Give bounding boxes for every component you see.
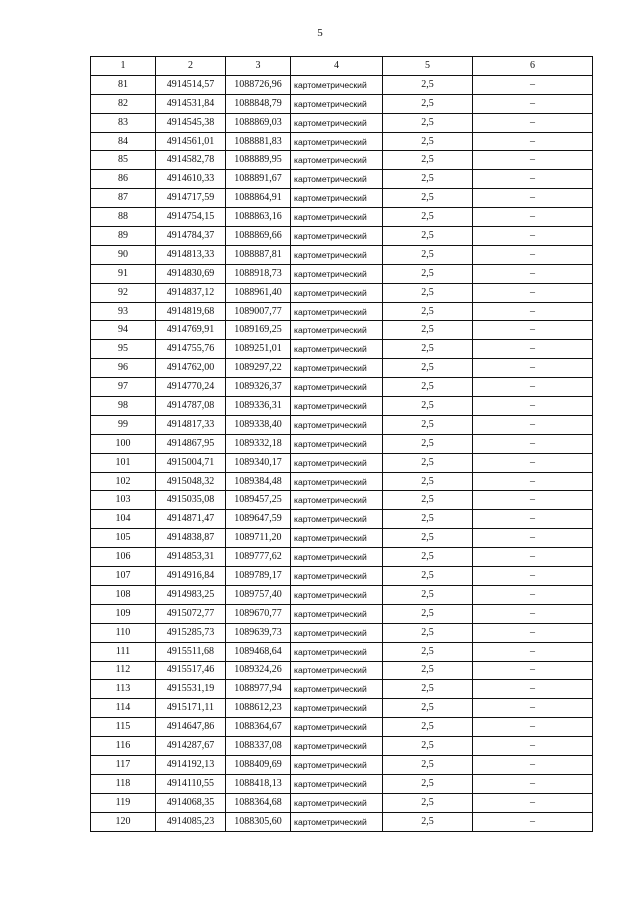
accuracy-cell: 2,5	[383, 642, 473, 661]
x-coordinate-cell: 4914871,47	[156, 510, 226, 529]
note-cell: –	[473, 793, 593, 812]
method-cell: картометрический	[291, 453, 383, 472]
accuracy-cell: 2,5	[383, 604, 473, 623]
point-number-cell: 99	[91, 415, 156, 434]
point-number-cell: 116	[91, 737, 156, 756]
point-number-cell: 96	[91, 359, 156, 378]
note-cell: –	[473, 340, 593, 359]
table-row	[91, 415, 593, 434]
accuracy-cell: 2,5	[383, 264, 473, 283]
method-cell: картометрический	[291, 434, 383, 453]
method-cell: картометрический	[291, 604, 383, 623]
method-cell: картометрический	[291, 151, 383, 170]
x-coordinate-cell: 4915285,73	[156, 623, 226, 642]
y-coordinate-cell: 1088869,66	[226, 227, 291, 246]
accuracy-cell: 2,5	[383, 793, 473, 812]
method-cell: картометрический	[291, 283, 383, 302]
accuracy-cell: 2,5	[383, 737, 473, 756]
accuracy-cell: 2,5	[383, 113, 473, 132]
method-cell: картометрический	[291, 755, 383, 774]
accuracy-cell: 2,5	[383, 94, 473, 113]
point-number-cell: 119	[91, 793, 156, 812]
x-coordinate-cell: 4914770,24	[156, 378, 226, 397]
point-number-cell: 104	[91, 510, 156, 529]
accuracy-cell: 2,5	[383, 170, 473, 189]
y-coordinate-cell: 1089340,17	[226, 453, 291, 472]
table-row	[91, 170, 593, 189]
note-cell: –	[473, 359, 593, 378]
accuracy-cell: 2,5	[383, 472, 473, 491]
note-cell: –	[473, 302, 593, 321]
y-coordinate-cell: 1089777,62	[226, 548, 291, 567]
y-coordinate-cell: 1089338,40	[226, 415, 291, 434]
accuracy-cell: 2,5	[383, 75, 473, 94]
table-row	[91, 434, 593, 453]
table-row	[91, 208, 593, 227]
x-coordinate-cell: 4914916,84	[156, 567, 226, 586]
y-coordinate-cell: 1088863,16	[226, 208, 291, 227]
method-cell: картометрический	[291, 699, 383, 718]
table-row	[91, 529, 593, 548]
note-cell: –	[473, 699, 593, 718]
y-coordinate-cell: 1088918,73	[226, 264, 291, 283]
note-cell: –	[473, 491, 593, 510]
method-cell: картометрический	[291, 812, 383, 831]
y-coordinate-cell: 1089336,31	[226, 397, 291, 416]
y-coordinate-cell: 1089007,77	[226, 302, 291, 321]
x-coordinate-cell: 4914717,59	[156, 189, 226, 208]
method-cell: картометрический	[291, 415, 383, 434]
table-row	[91, 548, 593, 567]
note-cell: –	[473, 642, 593, 661]
table-row	[91, 397, 593, 416]
note-cell: –	[473, 415, 593, 434]
accuracy-cell: 2,5	[383, 227, 473, 246]
point-number-cell: 82	[91, 94, 156, 113]
point-number-cell: 89	[91, 227, 156, 246]
method-cell: картометрический	[291, 170, 383, 189]
y-coordinate-cell: 1088418,13	[226, 774, 291, 793]
note-cell: –	[473, 264, 593, 283]
note-cell: –	[473, 661, 593, 680]
x-coordinate-cell: 4915004,71	[156, 453, 226, 472]
point-number-cell: 88	[91, 208, 156, 227]
method-cell: картометрический	[291, 737, 383, 756]
table-row	[91, 75, 593, 94]
point-number-cell: 105	[91, 529, 156, 548]
y-coordinate-cell: 1089639,73	[226, 623, 291, 642]
accuracy-cell: 2,5	[383, 245, 473, 264]
table-row	[91, 189, 593, 208]
coordinates-table	[90, 56, 593, 832]
table-row	[91, 245, 593, 264]
y-coordinate-cell: 1088891,67	[226, 170, 291, 189]
x-coordinate-cell: 4914110,55	[156, 774, 226, 793]
method-cell: картометрический	[291, 227, 383, 246]
table-row	[91, 264, 593, 283]
x-coordinate-cell: 4914531,84	[156, 94, 226, 113]
x-coordinate-cell: 4914769,91	[156, 321, 226, 340]
note-cell: –	[473, 529, 593, 548]
point-number-cell: 94	[91, 321, 156, 340]
method-cell: картометрический	[291, 245, 383, 264]
note-cell: –	[473, 227, 593, 246]
y-coordinate-cell: 1088305,60	[226, 812, 291, 831]
method-cell: картометрический	[291, 397, 383, 416]
table-row	[91, 472, 593, 491]
note-cell: –	[473, 208, 593, 227]
x-coordinate-cell: 4915048,32	[156, 472, 226, 491]
note-cell: –	[473, 604, 593, 623]
note-cell: –	[473, 774, 593, 793]
note-cell: –	[473, 812, 593, 831]
method-cell: картометрический	[291, 113, 383, 132]
accuracy-cell: 2,5	[383, 321, 473, 340]
x-coordinate-cell: 4914838,87	[156, 529, 226, 548]
table-row	[91, 737, 593, 756]
x-coordinate-cell: 4915531,19	[156, 680, 226, 699]
accuracy-cell: 2,5	[383, 397, 473, 416]
point-number-cell: 91	[91, 264, 156, 283]
note-cell: –	[473, 567, 593, 586]
y-coordinate-cell: 1088337,08	[226, 737, 291, 756]
x-coordinate-cell: 4914830,69	[156, 264, 226, 283]
y-coordinate-cell: 1088864,91	[226, 189, 291, 208]
table-row	[91, 227, 593, 246]
accuracy-cell: 2,5	[383, 340, 473, 359]
x-coordinate-cell: 4914514,57	[156, 75, 226, 94]
point-number-cell: 93	[91, 302, 156, 321]
method-cell: картометрический	[291, 208, 383, 227]
point-number-cell: 98	[91, 397, 156, 416]
y-coordinate-cell: 1088848,79	[226, 94, 291, 113]
point-number-cell: 120	[91, 812, 156, 831]
y-coordinate-cell: 1088726,96	[226, 75, 291, 94]
method-cell: картометрический	[291, 793, 383, 812]
point-number-cell: 106	[91, 548, 156, 567]
point-number-cell: 111	[91, 642, 156, 661]
method-cell: картометрический	[291, 75, 383, 94]
point-number-cell: 107	[91, 567, 156, 586]
accuracy-cell: 2,5	[383, 812, 473, 831]
y-coordinate-cell: 1088887,81	[226, 245, 291, 264]
table-row	[91, 718, 593, 737]
x-coordinate-cell: 4914853,31	[156, 548, 226, 567]
method-cell: картометрический	[291, 321, 383, 340]
point-number-cell: 90	[91, 245, 156, 264]
note-cell: –	[473, 548, 593, 567]
accuracy-cell: 2,5	[383, 302, 473, 321]
table-row	[91, 378, 593, 397]
x-coordinate-cell: 4914192,13	[156, 755, 226, 774]
x-coordinate-cell: 4915511,68	[156, 642, 226, 661]
point-number-cell: 102	[91, 472, 156, 491]
accuracy-cell: 2,5	[383, 359, 473, 378]
table-row	[91, 623, 593, 642]
point-number-cell: 113	[91, 680, 156, 699]
point-number-cell: 84	[91, 132, 156, 151]
x-coordinate-cell: 4915035,08	[156, 491, 226, 510]
method-cell: картометрический	[291, 529, 383, 548]
accuracy-cell: 2,5	[383, 755, 473, 774]
accuracy-cell: 2,5	[383, 529, 473, 548]
x-coordinate-cell: 4914068,35	[156, 793, 226, 812]
table-row	[91, 113, 593, 132]
point-number-cell: 103	[91, 491, 156, 510]
y-coordinate-cell: 1089757,40	[226, 585, 291, 604]
method-cell: картометрический	[291, 378, 383, 397]
method-cell: картометрический	[291, 510, 383, 529]
x-coordinate-cell: 4914545,38	[156, 113, 226, 132]
x-coordinate-cell: 4914762,00	[156, 359, 226, 378]
column-header: 5	[383, 57, 473, 76]
x-coordinate-cell: 4914755,76	[156, 340, 226, 359]
y-coordinate-cell: 1088869,03	[226, 113, 291, 132]
column-header: 4	[291, 57, 383, 76]
method-cell: картометрический	[291, 567, 383, 586]
accuracy-cell: 2,5	[383, 283, 473, 302]
note-cell: –	[473, 94, 593, 113]
accuracy-cell: 2,5	[383, 510, 473, 529]
accuracy-cell: 2,5	[383, 151, 473, 170]
method-cell: картометрический	[291, 680, 383, 699]
x-coordinate-cell: 4914085,23	[156, 812, 226, 831]
note-cell: –	[473, 189, 593, 208]
y-coordinate-cell: 1089326,37	[226, 378, 291, 397]
table-row	[91, 132, 593, 151]
method-cell: картометрический	[291, 585, 383, 604]
y-coordinate-cell: 1089297,22	[226, 359, 291, 378]
y-coordinate-cell: 1089324,26	[226, 661, 291, 680]
accuracy-cell: 2,5	[383, 718, 473, 737]
method-cell: картометрический	[291, 302, 383, 321]
x-coordinate-cell: 4914813,33	[156, 245, 226, 264]
table-row	[91, 774, 593, 793]
y-coordinate-cell: 1088889,95	[226, 151, 291, 170]
y-coordinate-cell: 1089711,20	[226, 529, 291, 548]
method-cell: картометрический	[291, 264, 383, 283]
note-cell: –	[473, 397, 593, 416]
point-number-cell: 101	[91, 453, 156, 472]
note-cell: –	[473, 472, 593, 491]
y-coordinate-cell: 1088364,67	[226, 718, 291, 737]
point-number-cell: 108	[91, 585, 156, 604]
x-coordinate-cell: 4914867,95	[156, 434, 226, 453]
accuracy-cell: 2,5	[383, 378, 473, 397]
x-coordinate-cell: 4914784,37	[156, 227, 226, 246]
note-cell: –	[473, 75, 593, 94]
point-number-cell: 92	[91, 283, 156, 302]
note-cell: –	[473, 151, 593, 170]
method-cell: картометрический	[291, 472, 383, 491]
note-cell: –	[473, 623, 593, 642]
x-coordinate-cell: 4914561,01	[156, 132, 226, 151]
point-number-cell: 117	[91, 755, 156, 774]
method-cell: картометрический	[291, 661, 383, 680]
table-row	[91, 510, 593, 529]
table-row	[91, 567, 593, 586]
note-cell: –	[473, 737, 593, 756]
method-cell: картометрический	[291, 189, 383, 208]
x-coordinate-cell: 4915072,77	[156, 604, 226, 623]
x-coordinate-cell: 4914837,12	[156, 283, 226, 302]
y-coordinate-cell: 1089384,48	[226, 472, 291, 491]
method-cell: картометрический	[291, 548, 383, 567]
point-number-cell: 110	[91, 623, 156, 642]
point-number-cell: 87	[91, 189, 156, 208]
y-coordinate-cell: 1088612,23	[226, 699, 291, 718]
column-header: 3	[226, 57, 291, 76]
y-coordinate-cell: 1088409,69	[226, 755, 291, 774]
note-cell: –	[473, 170, 593, 189]
note-cell: –	[473, 245, 593, 264]
accuracy-cell: 2,5	[383, 434, 473, 453]
accuracy-cell: 2,5	[383, 208, 473, 227]
table-row	[91, 604, 593, 623]
column-header: 2	[156, 57, 226, 76]
method-cell: картометрический	[291, 132, 383, 151]
point-number-cell: 81	[91, 75, 156, 94]
note-cell: –	[473, 453, 593, 472]
note-cell: –	[473, 755, 593, 774]
x-coordinate-cell: 4914754,15	[156, 208, 226, 227]
accuracy-cell: 2,5	[383, 567, 473, 586]
y-coordinate-cell: 1089468,64	[226, 642, 291, 661]
accuracy-cell: 2,5	[383, 623, 473, 642]
method-cell: картометрический	[291, 94, 383, 113]
point-number-cell: 112	[91, 661, 156, 680]
point-number-cell: 97	[91, 378, 156, 397]
x-coordinate-cell: 4914582,78	[156, 151, 226, 170]
point-number-cell: 100	[91, 434, 156, 453]
table-row	[91, 94, 593, 113]
table-row	[91, 661, 593, 680]
table-row	[91, 453, 593, 472]
accuracy-cell: 2,5	[383, 491, 473, 510]
table-row	[91, 793, 593, 812]
x-coordinate-cell: 4914787,08	[156, 397, 226, 416]
point-number-cell: 118	[91, 774, 156, 793]
point-number-cell: 114	[91, 699, 156, 718]
point-number-cell: 83	[91, 113, 156, 132]
method-cell: картометрический	[291, 491, 383, 510]
y-coordinate-cell: 1089169,25	[226, 321, 291, 340]
y-coordinate-cell: 1088961,40	[226, 283, 291, 302]
y-coordinate-cell: 1089789,17	[226, 567, 291, 586]
page-number: 5	[317, 27, 323, 39]
note-cell: –	[473, 718, 593, 737]
note-cell: –	[473, 680, 593, 699]
accuracy-cell: 2,5	[383, 415, 473, 434]
y-coordinate-cell: 1089457,25	[226, 491, 291, 510]
table-row	[91, 699, 593, 718]
accuracy-cell: 2,5	[383, 585, 473, 604]
accuracy-cell: 2,5	[383, 453, 473, 472]
table-row	[91, 755, 593, 774]
accuracy-cell: 2,5	[383, 548, 473, 567]
y-coordinate-cell: 1088977,94	[226, 680, 291, 699]
note-cell: –	[473, 434, 593, 453]
method-cell: картометрический	[291, 718, 383, 737]
point-number-cell: 85	[91, 151, 156, 170]
accuracy-cell: 2,5	[383, 774, 473, 793]
y-coordinate-cell: 1088364,68	[226, 793, 291, 812]
x-coordinate-cell: 4914647,86	[156, 718, 226, 737]
accuracy-cell: 2,5	[383, 661, 473, 680]
table-row	[91, 585, 593, 604]
x-coordinate-cell: 4914287,67	[156, 737, 226, 756]
table-row	[91, 283, 593, 302]
point-number-cell: 109	[91, 604, 156, 623]
y-coordinate-cell: 1089332,18	[226, 434, 291, 453]
note-cell: –	[473, 113, 593, 132]
x-coordinate-cell: 4914817,33	[156, 415, 226, 434]
x-coordinate-cell: 4915517,46	[156, 661, 226, 680]
x-coordinate-cell: 4914819,68	[156, 302, 226, 321]
note-cell: –	[473, 283, 593, 302]
accuracy-cell: 2,5	[383, 132, 473, 151]
x-coordinate-cell: 4914610,33	[156, 170, 226, 189]
method-cell: картометрический	[291, 642, 383, 661]
note-cell: –	[473, 510, 593, 529]
note-cell: –	[473, 321, 593, 340]
table-row	[91, 680, 593, 699]
x-coordinate-cell: 4915171,11	[156, 699, 226, 718]
accuracy-cell: 2,5	[383, 680, 473, 699]
table-row	[91, 321, 593, 340]
point-number-cell: 115	[91, 718, 156, 737]
accuracy-cell: 2,5	[383, 699, 473, 718]
point-number-cell: 86	[91, 170, 156, 189]
table-header-row	[91, 57, 593, 76]
method-cell: картометрический	[291, 774, 383, 793]
column-header: 1	[91, 57, 156, 76]
table-body	[91, 75, 593, 831]
table-row	[91, 812, 593, 831]
note-cell: –	[473, 585, 593, 604]
y-coordinate-cell: 1088881,83	[226, 132, 291, 151]
y-coordinate-cell: 1089670,77	[226, 604, 291, 623]
y-coordinate-cell: 1089251,01	[226, 340, 291, 359]
x-coordinate-cell: 4914983,25	[156, 585, 226, 604]
table-row	[91, 359, 593, 378]
table-row	[91, 642, 593, 661]
method-cell: картометрический	[291, 340, 383, 359]
note-cell: –	[473, 378, 593, 397]
table-row	[91, 151, 593, 170]
method-cell: картометрический	[291, 623, 383, 642]
accuracy-cell: 2,5	[383, 189, 473, 208]
y-coordinate-cell: 1089647,59	[226, 510, 291, 529]
column-header: 6	[473, 57, 593, 76]
method-cell: картометрический	[291, 359, 383, 378]
table-row	[91, 491, 593, 510]
table-row	[91, 302, 593, 321]
table-row	[91, 340, 593, 359]
note-cell: –	[473, 132, 593, 151]
point-number-cell: 95	[91, 340, 156, 359]
